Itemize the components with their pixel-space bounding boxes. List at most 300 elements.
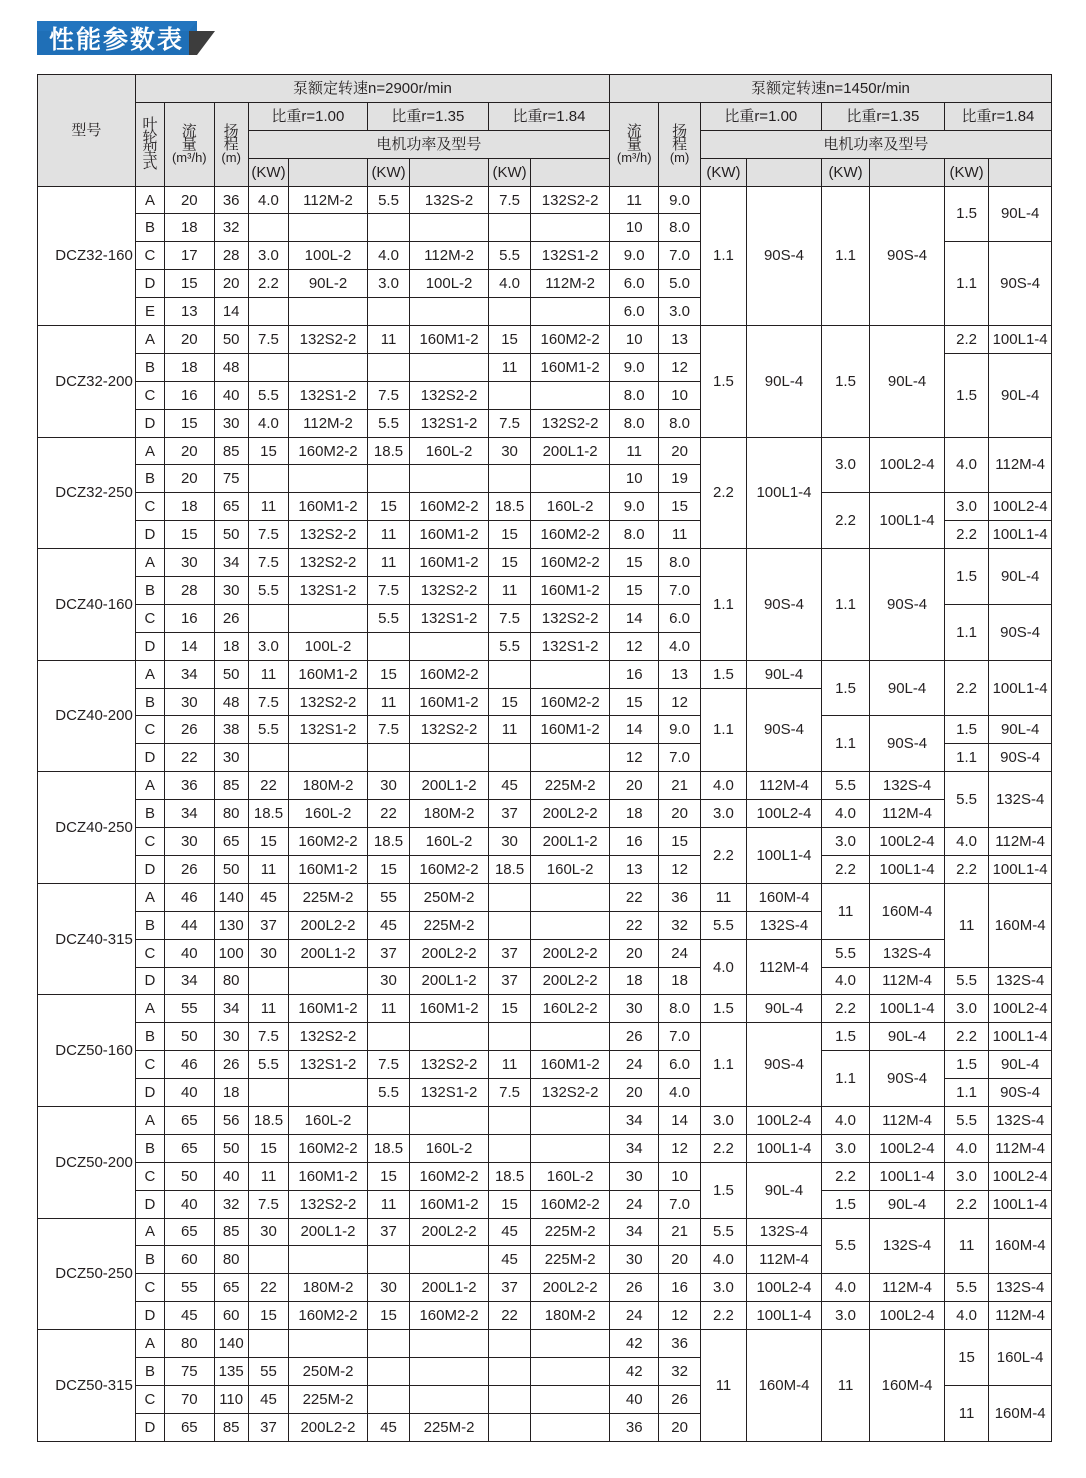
flow-cell-2900: 46 bbox=[165, 883, 214, 911]
power-kw-cell: 11 bbox=[944, 1218, 988, 1274]
motor-model-cell: 160M-4 bbox=[989, 1218, 1052, 1274]
power-kw-cell: 22 bbox=[248, 772, 288, 800]
power-kw-cell: 18.5 bbox=[488, 855, 530, 883]
motor-model-cell: 160M1-2 bbox=[289, 855, 368, 883]
flow-cell-2900: 20 bbox=[165, 465, 214, 493]
motor-model-cell: 132S-4 bbox=[989, 967, 1052, 995]
flow-cell-2900: 34 bbox=[165, 800, 214, 828]
model-name-cell: DCZ50-200 bbox=[38, 1106, 136, 1218]
motor-model-cell: 90L-4 bbox=[870, 1190, 945, 1218]
flow-cell-2900: 36 bbox=[165, 772, 214, 800]
power-kw-cell: 30 bbox=[367, 1274, 409, 1302]
table-row bbox=[38, 800, 1052, 828]
impeller-type-cell: C bbox=[135, 381, 164, 409]
head-cell-2900: 50 bbox=[214, 521, 248, 549]
motor-model-cell: 132S1-2 bbox=[410, 604, 489, 632]
motor-model-cell: 160M-4 bbox=[989, 1385, 1052, 1441]
head-cell-1450: 11 bbox=[659, 521, 700, 549]
motor-model-cell: 160M2-2 bbox=[531, 1190, 610, 1218]
head-cell-2900: 85 bbox=[214, 1413, 248, 1441]
head-cell-2900: 48 bbox=[214, 353, 248, 381]
flow-cell-1450: 20 bbox=[610, 1079, 659, 1107]
kw-header: (KW) bbox=[944, 158, 988, 186]
head-cell-1450: 7.0 bbox=[659, 242, 700, 270]
motor-model-cell: 132S2-2 bbox=[531, 409, 610, 437]
motor-model-cell: 100L2-4 bbox=[747, 1274, 822, 1302]
motor-model-cell: 200L2-2 bbox=[410, 1218, 489, 1246]
motor-model-cell: 160L-2 bbox=[410, 1134, 489, 1162]
power-kw-cell: 1.5 bbox=[821, 660, 869, 716]
table-row bbox=[38, 883, 1052, 911]
motor-model-cell: 200L1-2 bbox=[289, 1218, 368, 1246]
head-cell-2900: 38 bbox=[214, 716, 248, 744]
power-kw-cell: 15 bbox=[488, 521, 530, 549]
flow-cell-1450: 24 bbox=[610, 1302, 659, 1330]
power-kw-cell bbox=[367, 298, 409, 326]
motor-model-cell: 132S2-2 bbox=[289, 549, 368, 577]
flow-cell-1450: 9.0 bbox=[610, 242, 659, 270]
impeller-type-cell: C bbox=[135, 1274, 164, 1302]
motor-model-cell bbox=[531, 381, 610, 409]
power-kw-cell: 3.0 bbox=[944, 1162, 988, 1190]
impeller-type-cell: B bbox=[135, 911, 164, 939]
power-kw-cell: 4.0 bbox=[248, 409, 288, 437]
power-kw-cell: 11 bbox=[248, 660, 288, 688]
head-cell-1450: 36 bbox=[659, 1330, 700, 1358]
power-kw-cell bbox=[488, 883, 530, 911]
flow-cell-2900: 20 bbox=[165, 326, 214, 354]
motor-model-cell: 100L-2 bbox=[410, 270, 489, 298]
flow-label-1450: 流量 bbox=[626, 122, 642, 153]
flow-cell-1450: 15 bbox=[610, 577, 659, 605]
power-kw-cell: 45 bbox=[488, 1218, 530, 1246]
motor-model-cell bbox=[289, 465, 368, 493]
power-kw-cell: 1.5 bbox=[944, 186, 988, 242]
power-kw-cell bbox=[488, 214, 530, 242]
motor-model-cell: 132S1-2 bbox=[289, 1051, 368, 1079]
motor-model-cell: 90S-4 bbox=[989, 744, 1052, 772]
motor-model-cell: 160M1-2 bbox=[531, 577, 610, 605]
motor-model-cell bbox=[289, 1330, 368, 1358]
power-kw-cell bbox=[367, 1357, 409, 1385]
flow-cell-2900: 75 bbox=[165, 1357, 214, 1385]
title-banner bbox=[37, 21, 215, 59]
flow-cell-2900: 16 bbox=[165, 604, 214, 632]
motor-model-cell: 100L2-4 bbox=[870, 1302, 945, 1330]
motor-model-cell: 112M-4 bbox=[870, 800, 945, 828]
flow-cell-2900: 28 bbox=[165, 577, 214, 605]
power-kw-cell: 5.5 bbox=[248, 381, 288, 409]
power-kw-cell bbox=[488, 1357, 530, 1385]
power-kw-cell: 2.2 bbox=[821, 855, 869, 883]
power-kw-cell: 1.5 bbox=[944, 353, 988, 437]
head-cell-2900: 18 bbox=[214, 1079, 248, 1107]
motor-model-cell: 225M-2 bbox=[531, 772, 610, 800]
model-col-blank bbox=[410, 158, 489, 186]
head-cell-2900: 30 bbox=[214, 744, 248, 772]
impeller-type-cell: D bbox=[135, 1413, 164, 1441]
flow-header-1450 bbox=[610, 102, 659, 186]
head-cell-1450: 36 bbox=[659, 883, 700, 911]
flow-cell-1450: 6.0 bbox=[610, 270, 659, 298]
impeller-type-cell: B bbox=[135, 1357, 164, 1385]
power-kw-cell: 11 bbox=[488, 577, 530, 605]
motor-model-cell: 132S2-2 bbox=[289, 326, 368, 354]
power-kw-cell: 15 bbox=[248, 437, 288, 465]
power-kw-cell: 11 bbox=[367, 326, 409, 354]
motor-model-cell bbox=[289, 214, 368, 242]
power-kw-cell: 3.0 bbox=[248, 242, 288, 270]
impeller-type-cell: D bbox=[135, 1079, 164, 1107]
flow-cell-1450: 13 bbox=[610, 855, 659, 883]
power-kw-cell bbox=[488, 465, 530, 493]
power-kw-cell bbox=[248, 967, 288, 995]
motor-model-cell: 132S-4 bbox=[870, 772, 945, 800]
impeller-type-label: 叶轮型式 bbox=[142, 116, 158, 173]
model-name-cell: DCZ50-315 bbox=[38, 1330, 136, 1442]
head-cell-1450: 24 bbox=[659, 939, 700, 967]
motor-model-cell: 200L2-2 bbox=[289, 1413, 368, 1441]
head-cell-2900: 85 bbox=[214, 437, 248, 465]
table-body bbox=[38, 186, 1052, 1441]
head-cell-2900: 140 bbox=[214, 1330, 248, 1358]
power-kw-cell: 2.2 bbox=[821, 493, 869, 549]
flow-cell-2900: 45 bbox=[165, 1302, 214, 1330]
power-kw-cell: 11 bbox=[367, 521, 409, 549]
motor-model-cell: 90L-4 bbox=[747, 326, 822, 438]
motor-model-cell: 250M-2 bbox=[410, 883, 489, 911]
power-kw-cell: 4.0 bbox=[821, 967, 869, 995]
power-kw-cell: 1.1 bbox=[944, 242, 988, 326]
head-cell-1450: 13 bbox=[659, 326, 700, 354]
motor-header-1450: 电机功率及型号 bbox=[700, 130, 1051, 158]
model-name-cell: DCZ40-200 bbox=[38, 660, 136, 772]
head-cell-1450: 20 bbox=[659, 1246, 700, 1274]
motor-model-cell: 160M1-2 bbox=[289, 1162, 368, 1190]
motor-model-cell: 112M-2 bbox=[289, 186, 368, 214]
impeller-type-cell: D bbox=[135, 967, 164, 995]
motor-model-cell bbox=[531, 298, 610, 326]
motor-model-cell: 100L1-4 bbox=[747, 437, 822, 549]
flow-cell-2900: 30 bbox=[165, 688, 214, 716]
power-kw-cell: 18.5 bbox=[248, 1106, 288, 1134]
flow-cell-1450: 10 bbox=[610, 214, 659, 242]
motor-model-cell: 132S2-2 bbox=[289, 1023, 368, 1051]
table-row bbox=[38, 437, 1052, 465]
power-kw-cell: 5.5 bbox=[700, 911, 746, 939]
motor-model-cell: 100L1-4 bbox=[989, 855, 1052, 883]
motor-model-cell: 100L1-4 bbox=[989, 1190, 1052, 1218]
flow-cell-2900: 26 bbox=[165, 855, 214, 883]
flow-cell-1450: 14 bbox=[610, 716, 659, 744]
flow-cell-1450: 30 bbox=[610, 1246, 659, 1274]
motor-model-cell: 225M-2 bbox=[531, 1246, 610, 1274]
motor-model-cell bbox=[410, 632, 489, 660]
motor-model-cell: 160M2-2 bbox=[410, 493, 489, 521]
motor-model-cell: 100L2-4 bbox=[989, 1162, 1052, 1190]
power-kw-cell: 37 bbox=[488, 800, 530, 828]
motor-model-cell: 90L-2 bbox=[289, 270, 368, 298]
head-cell-2900: 65 bbox=[214, 828, 248, 856]
power-kw-cell: 4.0 bbox=[367, 242, 409, 270]
head-cell-2900: 50 bbox=[214, 1134, 248, 1162]
flow-cell-2900: 18 bbox=[165, 353, 214, 381]
motor-model-cell: 132S1-2 bbox=[410, 409, 489, 437]
flow-cell-2900: 50 bbox=[165, 1162, 214, 1190]
head-cell-1450: 12 bbox=[659, 688, 700, 716]
motor-model-cell: 90S-4 bbox=[989, 242, 1052, 326]
flow-cell-2900: 17 bbox=[165, 242, 214, 270]
flow-cell-2900: 18 bbox=[165, 214, 214, 242]
table-row bbox=[38, 493, 1052, 521]
motor-model-cell: 160M2-2 bbox=[289, 828, 368, 856]
power-kw-cell: 45 bbox=[488, 772, 530, 800]
motor-model-cell: 100L2-4 bbox=[747, 1106, 822, 1134]
flow-cell-2900: 34 bbox=[165, 660, 214, 688]
motor-model-cell: 90S-4 bbox=[989, 1079, 1052, 1107]
motor-model-cell: 160M1-2 bbox=[410, 1190, 489, 1218]
model-name-cell: DCZ40-160 bbox=[38, 549, 136, 661]
motor-model-cell bbox=[410, 214, 489, 242]
flow-cell-1450: 26 bbox=[610, 1274, 659, 1302]
model-col-blank bbox=[747, 158, 822, 186]
head-cell-1450: 7.0 bbox=[659, 577, 700, 605]
motor-model-cell: 112M-4 bbox=[870, 967, 945, 995]
flow-cell-1450: 14 bbox=[610, 604, 659, 632]
head-cell-1450: 15 bbox=[659, 828, 700, 856]
head-cell-1450: 10 bbox=[659, 381, 700, 409]
motor-model-cell: 180M-2 bbox=[410, 800, 489, 828]
flow-cell-1450: 12 bbox=[610, 744, 659, 772]
impeller-type-cell: C bbox=[135, 604, 164, 632]
motor-model-cell bbox=[531, 465, 610, 493]
motor-model-cell: 100L2-4 bbox=[870, 1134, 945, 1162]
head-cell-1450: 20 bbox=[659, 800, 700, 828]
power-kw-cell: 11 bbox=[367, 995, 409, 1023]
flow-cell-2900: 15 bbox=[165, 270, 214, 298]
power-kw-cell: 15 bbox=[488, 1190, 530, 1218]
flow-label-2900: 流量 bbox=[181, 122, 197, 153]
model-name-cell: DCZ32-160 bbox=[38, 186, 136, 325]
motor-model-cell: 200L2-2 bbox=[531, 939, 610, 967]
head-cell-1450: 32 bbox=[659, 911, 700, 939]
power-kw-cell bbox=[488, 298, 530, 326]
motor-model-cell: 200L1-2 bbox=[410, 1274, 489, 1302]
power-kw-cell: 5.5 bbox=[367, 1079, 409, 1107]
power-kw-cell: 7.5 bbox=[248, 521, 288, 549]
impeller-type-cell: C bbox=[135, 493, 164, 521]
motor-model-cell: 132S-4 bbox=[870, 939, 945, 967]
head-cell-2900: 32 bbox=[214, 214, 248, 242]
power-kw-cell: 7.5 bbox=[488, 186, 530, 214]
head-cell-1450: 32 bbox=[659, 1357, 700, 1385]
motor-model-cell: 132S1-2 bbox=[289, 381, 368, 409]
motor-model-cell: 132S-4 bbox=[989, 772, 1052, 828]
motor-model-cell: 132S-4 bbox=[989, 1106, 1052, 1134]
motor-model-cell: 132S1-2 bbox=[531, 632, 610, 660]
head-cell-1450: 26 bbox=[659, 1385, 700, 1413]
motor-model-cell: 160L-2 bbox=[531, 855, 610, 883]
flow-cell-2900: 70 bbox=[165, 1385, 214, 1413]
power-kw-cell: 11 bbox=[367, 688, 409, 716]
head-cell-1450: 8.0 bbox=[659, 214, 700, 242]
motor-model-cell: 160M2-2 bbox=[531, 521, 610, 549]
power-kw-cell bbox=[367, 1385, 409, 1413]
flow-cell-2900: 65 bbox=[165, 1218, 214, 1246]
head-label-2900: 扬程 bbox=[223, 122, 239, 153]
impeller-type-cell: D bbox=[135, 855, 164, 883]
motor-model-cell: 90S-4 bbox=[870, 1051, 945, 1107]
head-cell-1450: 12 bbox=[659, 1134, 700, 1162]
head-cell-2900: 40 bbox=[214, 381, 248, 409]
motor-model-cell: 160M2-2 bbox=[289, 1302, 368, 1330]
motor-model-cell: 132S2-2 bbox=[410, 716, 489, 744]
flow-cell-2900: 34 bbox=[165, 967, 214, 995]
page-title: 性能参数表 bbox=[49, 25, 185, 54]
head-cell-2900: 65 bbox=[214, 1274, 248, 1302]
power-kw-cell bbox=[367, 1023, 409, 1051]
power-kw-cell: 3.0 bbox=[700, 1274, 746, 1302]
motor-model-cell bbox=[531, 1385, 610, 1413]
power-kw-cell: 2.2 bbox=[944, 1190, 988, 1218]
motor-model-cell: 160M1-2 bbox=[410, 549, 489, 577]
power-kw-cell bbox=[248, 604, 288, 632]
kw-header: (KW) bbox=[821, 158, 869, 186]
power-kw-cell bbox=[488, 911, 530, 939]
head-cell-1450: 20 bbox=[659, 437, 700, 465]
impeller-type-cell: B bbox=[135, 353, 164, 381]
power-kw-cell: 3.0 bbox=[248, 632, 288, 660]
flow-cell-1450: 40 bbox=[610, 1385, 659, 1413]
motor-model-cell: 132S2-2 bbox=[289, 521, 368, 549]
power-kw-cell: 1.1 bbox=[944, 604, 988, 660]
motor-model-cell bbox=[531, 744, 610, 772]
head-cell-2900: 30 bbox=[214, 409, 248, 437]
motor-model-cell: 160M1-2 bbox=[531, 716, 610, 744]
head-cell-2900: 50 bbox=[214, 660, 248, 688]
motor-model-cell: 132S-4 bbox=[870, 1218, 945, 1274]
impeller-type-cell: D bbox=[135, 1302, 164, 1330]
head-cell-1450: 15 bbox=[659, 493, 700, 521]
table-row bbox=[38, 1162, 1052, 1190]
table-header bbox=[38, 75, 1052, 187]
head-cell-1450: 7.0 bbox=[659, 744, 700, 772]
power-kw-cell: 11 bbox=[248, 493, 288, 521]
kw-header: (KW) bbox=[367, 158, 409, 186]
power-kw-cell: 37 bbox=[248, 1413, 288, 1441]
power-kw-cell: 1.5 bbox=[821, 326, 869, 438]
power-kw-cell: 7.5 bbox=[488, 409, 530, 437]
power-kw-cell bbox=[248, 298, 288, 326]
power-kw-cell: 1.5 bbox=[700, 660, 746, 688]
motor-model-cell: 132S2-2 bbox=[410, 577, 489, 605]
motor-model-cell: 132S2-2 bbox=[410, 381, 489, 409]
motor-model-cell: 112M-4 bbox=[870, 1274, 945, 1302]
power-kw-cell: 1.5 bbox=[700, 326, 746, 438]
power-kw-cell: 7.5 bbox=[367, 381, 409, 409]
power-kw-cell: 37 bbox=[367, 1218, 409, 1246]
motor-model-cell: 180M-2 bbox=[289, 772, 368, 800]
impeller-type-cell: C bbox=[135, 242, 164, 270]
flow-cell-1450: 8.0 bbox=[610, 381, 659, 409]
head-cell-1450: 7.0 bbox=[659, 1023, 700, 1051]
table-row bbox=[38, 828, 1052, 856]
motor-model-cell: 90L-4 bbox=[747, 660, 822, 688]
head-cell-2900: 26 bbox=[214, 604, 248, 632]
head-cell-1450: 20 bbox=[659, 1413, 700, 1441]
power-kw-cell: 37 bbox=[248, 911, 288, 939]
impeller-type-cell: C bbox=[135, 939, 164, 967]
power-kw-cell: 11 bbox=[821, 1330, 869, 1442]
motor-model-cell: 160L-2 bbox=[410, 437, 489, 465]
motor-model-cell: 90L-4 bbox=[989, 353, 1052, 437]
power-kw-cell: 5.5 bbox=[488, 632, 530, 660]
model-col-blank bbox=[531, 158, 610, 186]
flow-cell-1450: 16 bbox=[610, 660, 659, 688]
motor-model-cell: 200L1-2 bbox=[289, 939, 368, 967]
motor-model-cell: 100L2-4 bbox=[989, 995, 1052, 1023]
motor-model-cell: 112M-4 bbox=[747, 939, 822, 995]
flow-cell-1450: 11 bbox=[610, 186, 659, 214]
table-row bbox=[38, 186, 1052, 214]
impeller-type-cell: B bbox=[135, 1246, 164, 1274]
motor-model-cell: 160L-4 bbox=[989, 1330, 1052, 1386]
power-kw-cell bbox=[248, 214, 288, 242]
power-kw-cell: 4.0 bbox=[944, 437, 988, 493]
impeller-type-cell: D bbox=[135, 270, 164, 298]
head-cell-1450: 21 bbox=[659, 1218, 700, 1246]
power-kw-cell: 45 bbox=[367, 911, 409, 939]
head-cell-2900: 135 bbox=[214, 1357, 248, 1385]
flow-cell-2900: 20 bbox=[165, 186, 214, 214]
power-kw-cell: 55 bbox=[248, 1357, 288, 1385]
head-cell-1450: 7.0 bbox=[659, 1190, 700, 1218]
motor-model-cell: 100L1-4 bbox=[870, 493, 945, 549]
flow-cell-1450: 12 bbox=[610, 632, 659, 660]
motor-model-cell bbox=[410, 1023, 489, 1051]
power-kw-cell bbox=[367, 632, 409, 660]
motor-model-cell bbox=[531, 1134, 610, 1162]
motor-model-cell bbox=[410, 1330, 489, 1358]
power-kw-cell: 3.0 bbox=[944, 995, 988, 1023]
head-cell-1450: 6.0 bbox=[659, 604, 700, 632]
sg135-header-2900: 比重r=1.35 bbox=[367, 102, 488, 130]
power-kw-cell: 4.0 bbox=[821, 1274, 869, 1302]
power-kw-cell: 11 bbox=[700, 1330, 746, 1442]
power-kw-cell: 15 bbox=[367, 660, 409, 688]
power-kw-cell: 1.1 bbox=[821, 716, 869, 772]
power-kw-cell: 11 bbox=[944, 1385, 988, 1441]
flow-unit-2900: (m³/h) bbox=[171, 149, 207, 165]
head-cell-2900: 130 bbox=[214, 911, 248, 939]
kw-header: (KW) bbox=[248, 158, 288, 186]
power-kw-cell: 7.5 bbox=[367, 716, 409, 744]
table-row bbox=[38, 995, 1052, 1023]
power-kw-cell bbox=[367, 1330, 409, 1358]
head-cell-1450: 9.0 bbox=[659, 186, 700, 214]
power-kw-cell: 18.5 bbox=[488, 493, 530, 521]
power-kw-cell: 3.0 bbox=[821, 1302, 869, 1330]
power-kw-cell: 4.0 bbox=[488, 270, 530, 298]
flow-cell-2900: 65 bbox=[165, 1106, 214, 1134]
motor-model-cell: 160M2-2 bbox=[410, 1302, 489, 1330]
motor-model-cell: 160M1-2 bbox=[410, 688, 489, 716]
flow-cell-2900: 55 bbox=[165, 995, 214, 1023]
power-kw-cell bbox=[367, 1106, 409, 1134]
impeller-type-cell: A bbox=[135, 883, 164, 911]
power-kw-cell: 11 bbox=[488, 1051, 530, 1079]
motor-model-cell bbox=[410, 1246, 489, 1274]
